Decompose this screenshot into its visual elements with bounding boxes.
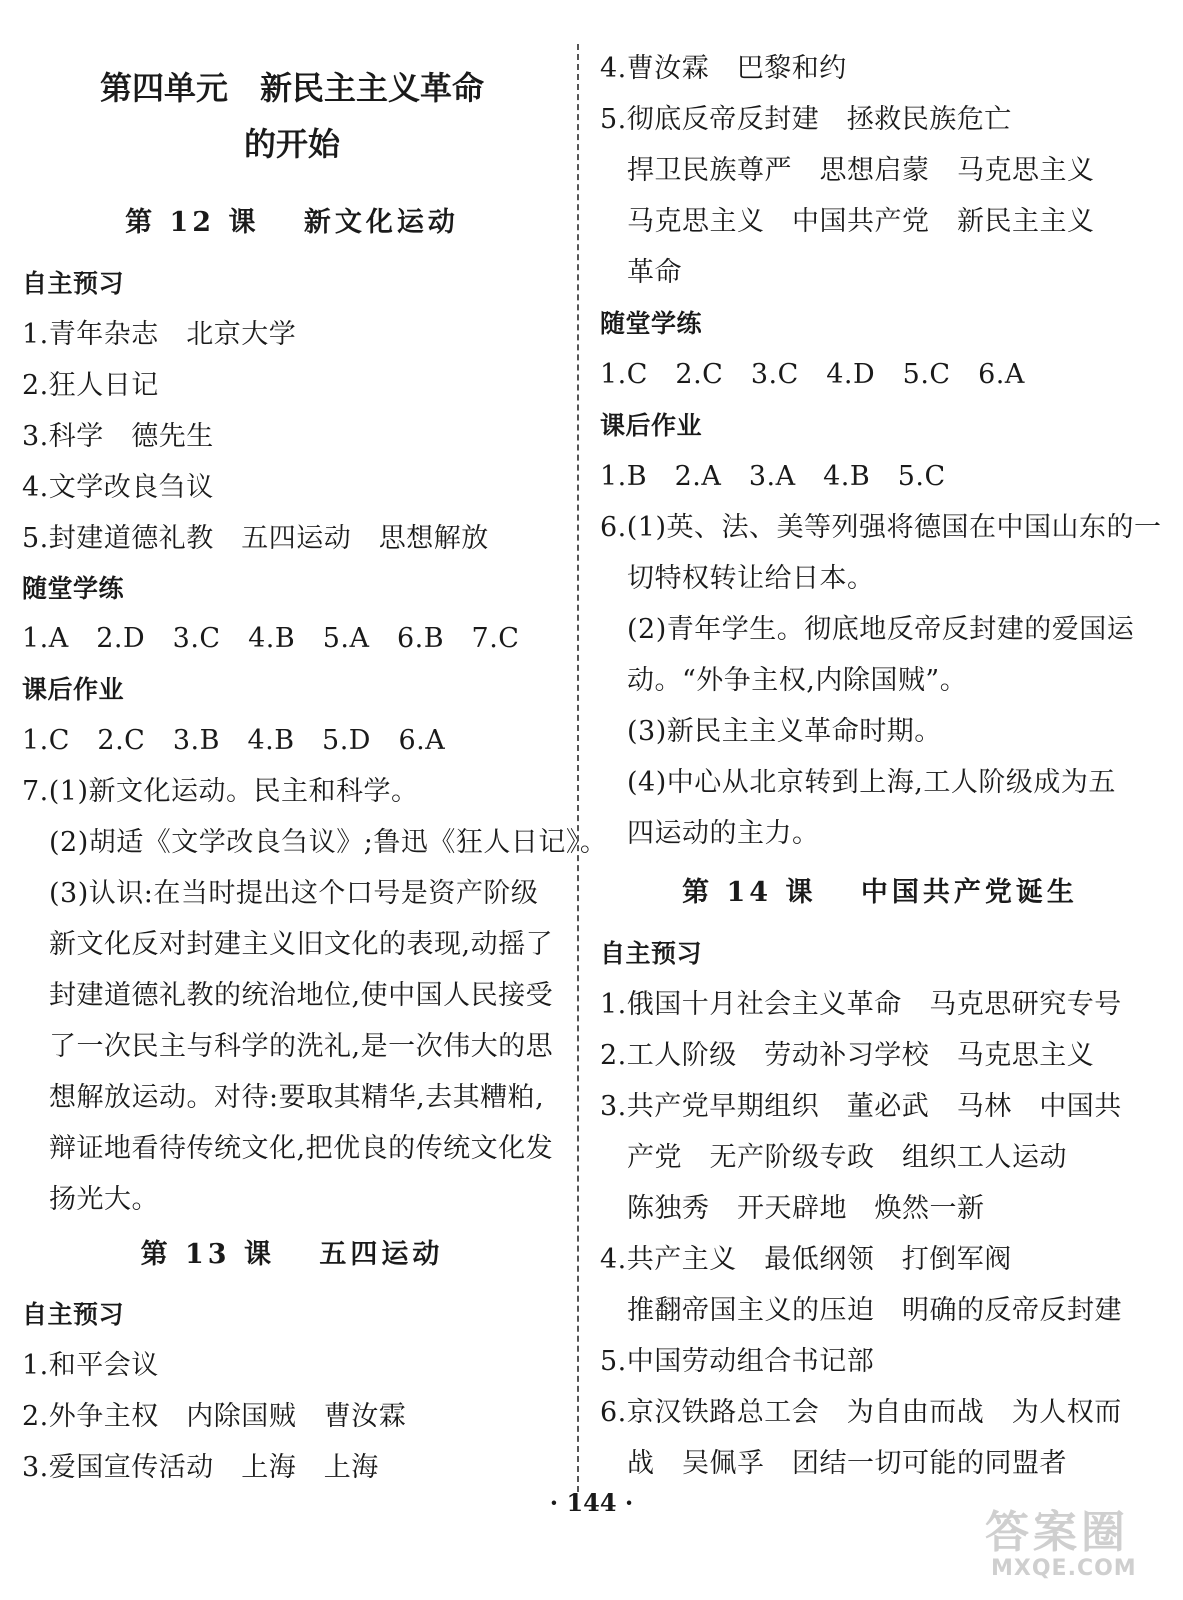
answer-line: 1.B 2.A 3.A 4.B 5.C <box>600 461 946 492</box>
answer-line: 1.A 2.D 3.C 4.B 5.A 6.B 7.C <box>22 623 520 654</box>
answer-line: (3)新民主主义革命时期。 <box>627 716 942 747</box>
answer-line: 产党 无产阶级专政 组织工人运动 <box>627 1142 1067 1173</box>
answer-line: 1.青年杂志 北京大学 <box>22 319 297 350</box>
answer-line: 2.狂人日记 <box>22 370 159 401</box>
answer-line: 5.彻底反帝反封建 拯救民族危亡 <box>600 104 1012 135</box>
answer-line: 5.封建道德礼教 五四运动 思想解放 <box>22 523 489 554</box>
lesson-13-title: 第 13 课 五四运动 <box>140 1239 444 1270</box>
answer-line: 4.共产主义 最低纲领 打倒军阀 <box>600 1244 1012 1275</box>
answer-line: 3.爱国宣传活动 上海 上海 <box>22 1452 379 1483</box>
section-heading: 自主预习 <box>22 269 125 298</box>
answer-line: 4.文学改良刍议 <box>22 472 214 503</box>
answer-line: 新文化反对封建主义旧文化的表现,动摇了 <box>49 929 554 960</box>
watermark-logo <box>985 1508 1165 1588</box>
answer-line: (2)胡适《文学改良刍议》;鲁迅《狂人日记》。 <box>49 827 608 858</box>
answer-line: 1.俄国十月社会主义革命 马克思研究专号 <box>600 989 1122 1020</box>
watermark-text: MXQE.COM <box>991 1556 1137 1581</box>
answer-line: (2)青年学生。彻底地反帝反封建的爱国运 <box>627 614 1135 645</box>
answer-line: 6.京汉铁路总工会 为自由而战 为人权而 <box>600 1397 1122 1428</box>
section-heading: 课后作业 <box>22 675 125 704</box>
answer-line: 了一次民主与科学的洗礼,是一次伟大的思 <box>49 1031 554 1062</box>
section-heading: 随堂学练 <box>600 309 703 338</box>
lesson-14-title: 第 14 课 中国共产党诞生 <box>682 877 1078 908</box>
answer-line: 2.工人阶级 劳动补习学校 马克思主义 <box>600 1040 1095 1071</box>
answer-line: 1.和平会议 <box>22 1350 159 1381</box>
answer-line: 扬光大。 <box>49 1184 159 1215</box>
section-heading: 随堂学练 <box>22 574 125 603</box>
answer-line: 6.(1)英、法、美等列强将德国在中国山东的一 <box>600 512 1162 543</box>
page-number: · 144 · <box>549 1488 634 1517</box>
unit-title-line-2: 的开始 <box>243 125 340 163</box>
column-divider <box>577 44 579 1492</box>
answer-line: 陈独秀 开天辟地 焕然一新 <box>627 1193 985 1224</box>
answer-line: 四运动的主力。 <box>627 818 820 849</box>
answer-line: 3.共产党早期组织 董必武 马林 中国共 <box>600 1091 1122 1122</box>
lesson-12-title: 第 12 课 新文化运动 <box>125 207 459 238</box>
answer-line: 辩证地看待传统文化,把优良的传统文化发 <box>49 1133 554 1164</box>
answer-line: 1.C 2.C 3.C 4.D 5.C 6.A <box>600 359 1025 390</box>
answer-line: 战 吴佩孚 团结一切可能的同盟者 <box>627 1448 1067 1479</box>
answer-line: 1.C 2.C 3.B 4.B 5.D 6.A <box>22 725 446 756</box>
watermark-glyphs: 答案圈 <box>985 1507 1129 1558</box>
answer-line: 马克思主义 中国共产党 新民主主义 <box>627 206 1095 237</box>
answer-line: 3.科学 德先生 <box>22 421 214 452</box>
answer-line: (3)认识:在当时提出这个口号是资产阶级 <box>49 878 539 909</box>
answer-line: 革命 <box>627 257 682 288</box>
section-heading: 自主预习 <box>22 1300 125 1329</box>
answer-line: 捍卫民族尊严 思想启蒙 马克思主义 <box>627 155 1095 186</box>
answer-line: 7.(1)新文化运动。民主和科学。 <box>22 776 419 807</box>
answer-line: 4.曹汝霖 巴黎和约 <box>600 53 847 84</box>
answer-line: 动。“外争主权,内除国贼”。 <box>627 665 968 696</box>
answer-line: 推翻帝国主义的压迫 明确的反帝反封建 <box>627 1295 1122 1326</box>
unit-title-line-1: 第四单元 新民主主义革命 <box>99 69 484 107</box>
answer-line: 2.外争主权 内除国贼 曹汝霖 <box>22 1401 407 1432</box>
answer-line: 切特权转让给日本。 <box>627 563 875 594</box>
answer-line: (4)中心从北京转到上海,工人阶级成为五 <box>627 767 1116 798</box>
section-heading: 课后作业 <box>600 411 703 440</box>
answer-line: 5.中国劳动组合书记部 <box>600 1346 875 1377</box>
section-heading: 自主预习 <box>600 939 703 968</box>
answer-line: 封建道德礼教的统治地位,使中国人民接受 <box>49 980 554 1011</box>
answer-line: 想解放运动。对待:要取其精华,去其糟粕, <box>49 1082 545 1113</box>
